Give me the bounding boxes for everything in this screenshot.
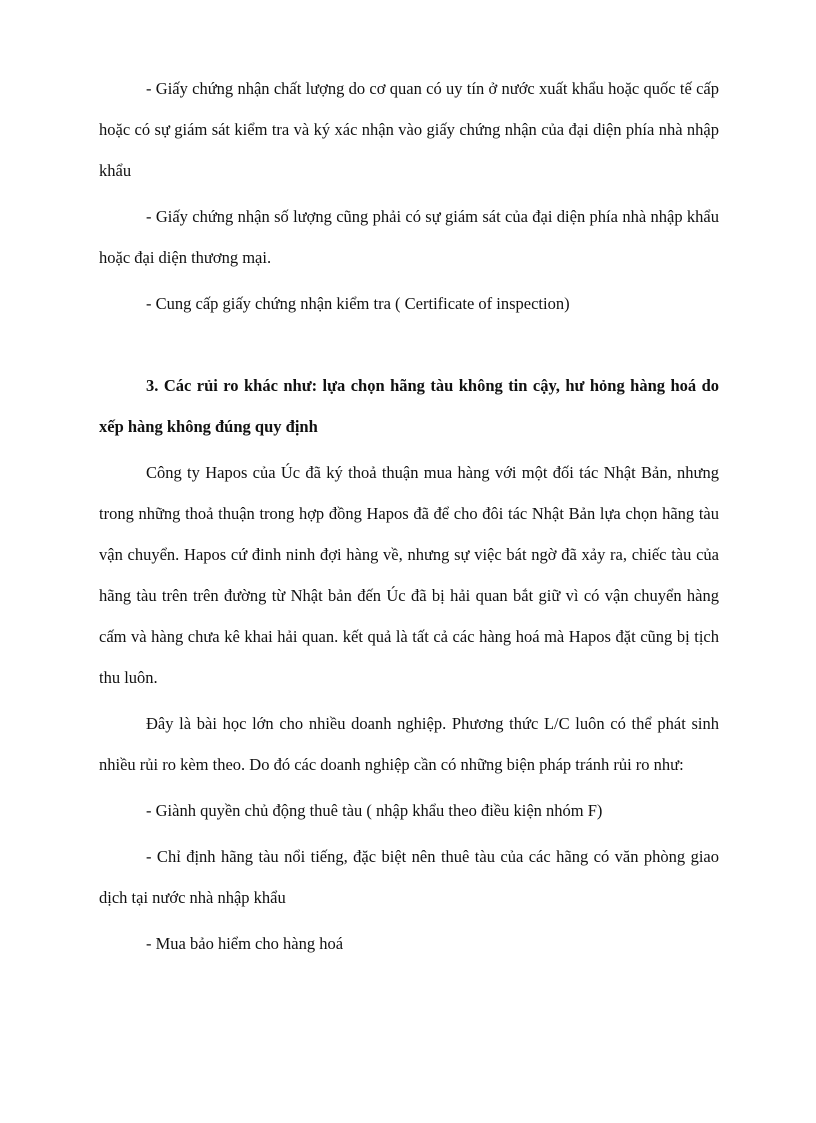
paragraph-quantity-certificate: - Giấy chứng nhận số lượng cũng phải có sự giám sát của đại diện phía nhà nhập khẩu hoặc đại diện thương mại. [99,207,719,267]
document-body [99,68,719,964]
section-heading: 3. Các rủi ro khác như: lựa chọn hãng tàu không tin cậy, hư hỏng hàng hoá do xếp hàng không đúng quy định [99,376,719,436]
paragraph-buy-insurance: - Mua bảo hiểm cho hàng hoá [146,934,344,953]
paragraph-lesson: Đây là bài học lớn cho nhiều doanh nghiệp. Phương thức L/C luôn có thể phát sinh nhiều rủi ro kèm theo. Do đó các doanh nghiệp cần có những biện pháp tránh rủi ro như: [99,714,719,774]
paragraph-designate-carrier: - Chỉ định hãng tàu nổi tiếng, đặc biệt nên thuê tàu của các hãng có văn phòng giao dịch tại nước nhà nhập khẩu [99,847,719,907]
paragraph-hapos-case: Công ty Hapos của Úc đã ký thoả thuận mua hàng với một đối tác Nhật Bản, nhưng trong những thoả thuận trong hợp đồng Hapos đã để cho đôi tác Nhật Bản lựa chọn hãng tàu vận chuyển. Hapos cứ đinh ninh đợi hàng về, nhưng sự việc bát ngờ đã xảy ra, chiếc tàu của hãng tàu trên trên đường từ Nhật bản đến Úc đã bị hải quan bắt giữ vì có vận chuyển hàng cấm và hàng chưa kê khai hải quan. kết quả là tất cả các hàng hoá mà Hapos đặt cũng bị tịch thu luôn. [99,463,719,687]
paragraph-inspection-certificate: - Cung cấp giấy chứng nhận kiểm tra ( Certificate of inspection) [146,294,570,313]
paragraph-quality-certificate: - Giấy chứng nhận chất lượng do cơ quan có uy tín ở nước xuất khẩu hoặc quốc tế cấp hoặc có sự giám sát kiểm tra và ký xác nhận vào giấy chứng nhận của đại diện phía nhà nhập khẩu [99,79,719,180]
paragraph-charter-ship: - Giành quyền chủ động thuê tàu ( nhập khẩu theo điều kiện nhóm F) [146,801,603,820]
